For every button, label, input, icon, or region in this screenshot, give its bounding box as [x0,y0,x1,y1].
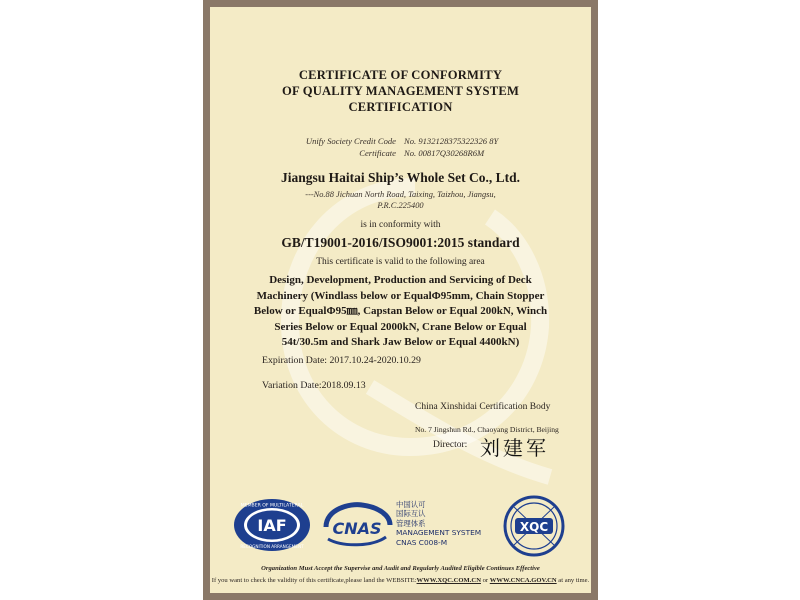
footer-notice: Organization Must Accept the Supervise and Audit and Regularly Audited Eligible Continues Effective [261,565,540,572]
certificate-number-label: Certificate [359,148,396,158]
cnas-caption-cn-2: 国际互认 [396,509,426,519]
scope-line-4: Series Below or Equal 2000kN, Crane Below or Equal [274,320,527,333]
footer-or: or [480,577,490,584]
iaf-bottom-text: RECOGNITION ARRANGEMENT [240,544,304,549]
conformity-text: is in conformity with [360,220,441,230]
certificate-number-value: No. 00817Q30268R6M [404,148,485,158]
iaf-logo [232,497,312,553]
scope-line-2: Machinery (Windlass below or EqualΦ95mm, Chain Stopper [256,289,545,302]
footer-website-prefix: If you want to check the validity of this certificate,please land the WEBSITE: [211,577,417,584]
footer-website-notice [210,577,591,584]
xqc-website-link[interactable]: WWW.XQC.COM.CN [416,577,481,584]
iaf-text: IAF [257,516,287,535]
scope-line-5: 54t/30.5m and Shark Jaw Below or Equal 4400kN) [281,336,520,348]
director-label: Director: [433,440,468,450]
validity-text: This certificate is valid to the following area [316,257,485,267]
iaf-top-text: MEMBER OF MULTILATERAL [240,503,304,509]
credit-code-value: No. 9132128375322326 8Y [404,136,499,146]
certificate-codes [290,135,498,159]
credit-code-label: Unify Society Credit Code [305,136,396,146]
certification-body-address: No. 7 Jingshun Rd., Chaoyang District, Beijing [415,425,559,434]
cnas-caption-en-2: CNAS C008-M [396,537,448,547]
cnas-caption-cn-3: 管理体系 [396,518,426,528]
xqc-logo [502,495,566,557]
company-address-line-2: P.R.C.225400 [377,201,424,210]
expiration-date: Expiration Date: 2017.10.24-2020.10.29 [262,355,421,366]
cnas-logo [320,501,394,547]
variation-date: Variation Date:2018.09.13 [262,380,366,391]
title-line-3: CERTIFICATION [348,100,453,114]
company-address-line-1: ---No.88 Jichuan North Road, Taixing, Taizhou, Jiangsu, [305,190,496,199]
cnca-website-link[interactable]: WWW.CNCA.GOV.CN [489,577,557,584]
company-address [210,189,591,211]
cnas-caption-en-1: MANAGEMENT SYSTEM [396,528,482,538]
certification-scope [240,273,561,351]
scope-line-3: Below or EqualΦ95㎜, Capstan Below or Equal 200kN, Winch [253,305,548,317]
scope-line-1: Design, Development, Production and Servicing of Deck [269,274,532,286]
xqc-text: XQC [519,520,549,534]
standard-name: GB/T19001-2016/ISO9001:2015 standard [281,235,520,250]
director-signature: 刘建军 [480,436,549,460]
accreditation-logos [210,497,591,557]
title-line-1: CERTIFICATE OF CONFORMITY [298,68,503,82]
footer-website-suffix: at any time. [556,577,590,584]
company-name: Jiangsu Haitai Ship’s Whole Set Co., Ltd. [281,170,520,185]
cnas-text: CNAS [332,519,382,538]
title-line-2: OF QUALITY MANAGEMENT SYSTEM [281,84,520,98]
certificate-title [210,67,591,115]
cnas-caption [396,500,481,547]
certificate-paper [210,7,591,593]
cnas-caption-cn-1: 中国认可 [396,500,426,509]
certification-body-name: China Xinshidai Certification Body [415,402,551,412]
certificate-frame [203,0,598,600]
